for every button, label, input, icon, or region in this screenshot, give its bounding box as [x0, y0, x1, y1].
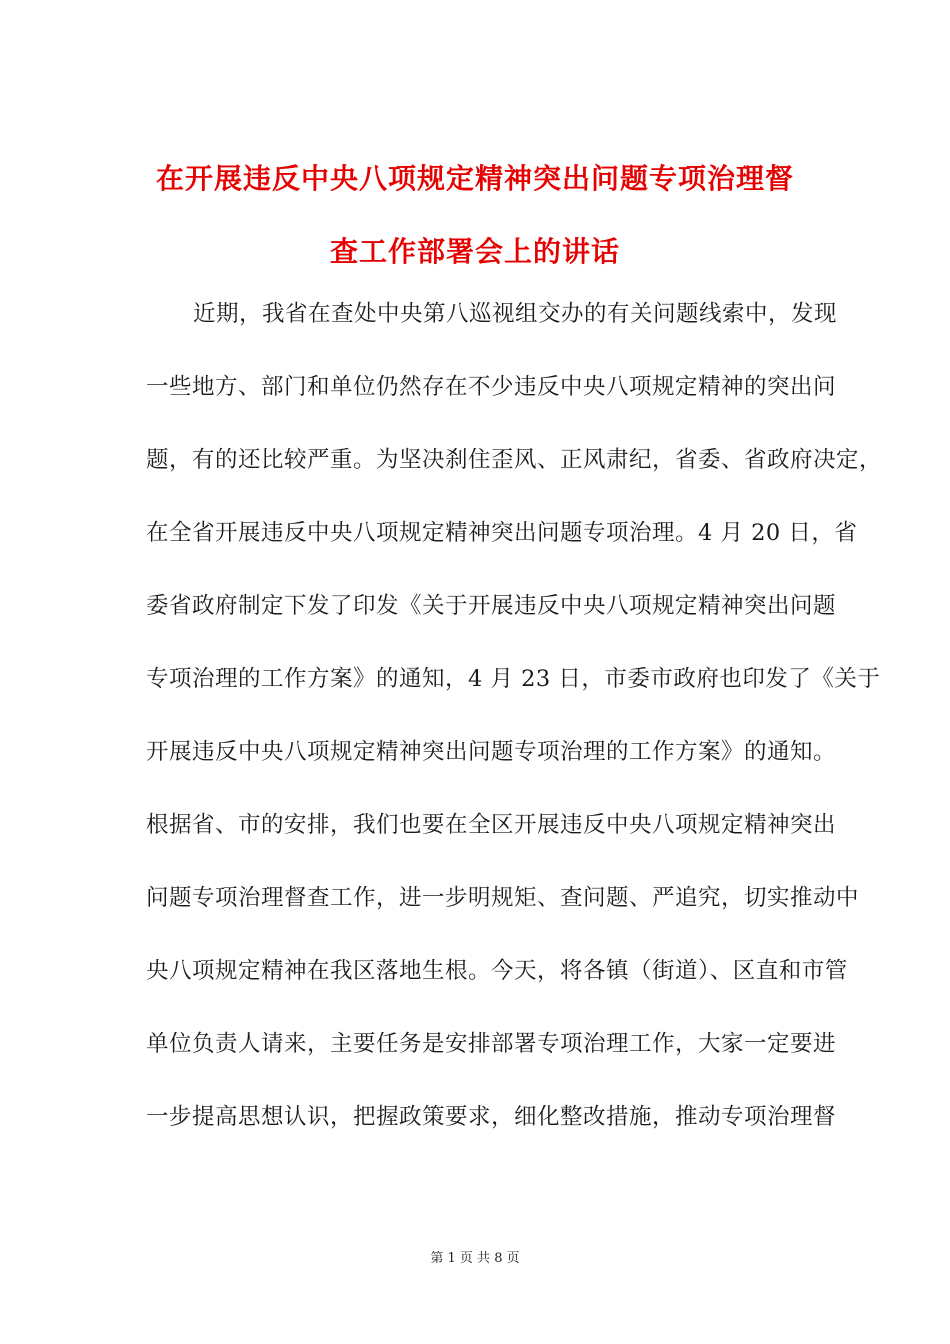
body-line-7: 开展违反中央八项规定精神突出问题专项治理的工作方案》的通知。 — [146, 739, 837, 765]
body-line-12: 一步提高思想认识，把握政策要求，细化整改措施，推动专项治理督 — [146, 1104, 837, 1130]
body-line-4: 在全省开展违反中央八项规定精神突出问题专项治理。4 月 20 日，省 — [146, 520, 858, 546]
body-line-2: 一些地方、部门和单位仍然存在不少违反中央八项规定精神的突出问 — [146, 374, 837, 400]
body-line-9: 问题专项治理督查工作，进一步明规矩、查问题、严追究，切实推动中 — [146, 885, 860, 911]
body-line-5: 委省政府制定下发了印发《关于开展违反中央八项规定精神突出问题 — [146, 593, 837, 619]
body-line-10: 央八项规定精神在我区落地生根。今天，将各镇（街道）、区直和市管 — [146, 958, 848, 984]
body-line-3: 题，有的还比较严重。为坚决刹住歪风、正风肃纪，省委、省政府决定， — [146, 447, 883, 473]
body-line-1: 近期，我省在查处中央第八巡视组交办的有关问题线索中，发现 — [193, 301, 838, 327]
document-title-line-1: 在开展违反中央八项规定精神突出问题专项治理督 — [155, 162, 794, 195]
body-line-6: 专项治理的工作方案》的通知，4 月 23 日，市委市政府也印发了《关于 — [146, 666, 881, 692]
body-line-8: 根据省、市的安排，我们也要在全区开展违反中央八项规定精神突出 — [146, 812, 837, 838]
body-line-11: 单位负责人请来，主要任务是安排部署专项治理工作，大家一定要进 — [146, 1031, 837, 1057]
page-number-footer: 第 1 页 共 8 页 — [430, 1251, 520, 1266]
document-title-line-2: 查工作部署会上的讲话 — [329, 235, 620, 268]
